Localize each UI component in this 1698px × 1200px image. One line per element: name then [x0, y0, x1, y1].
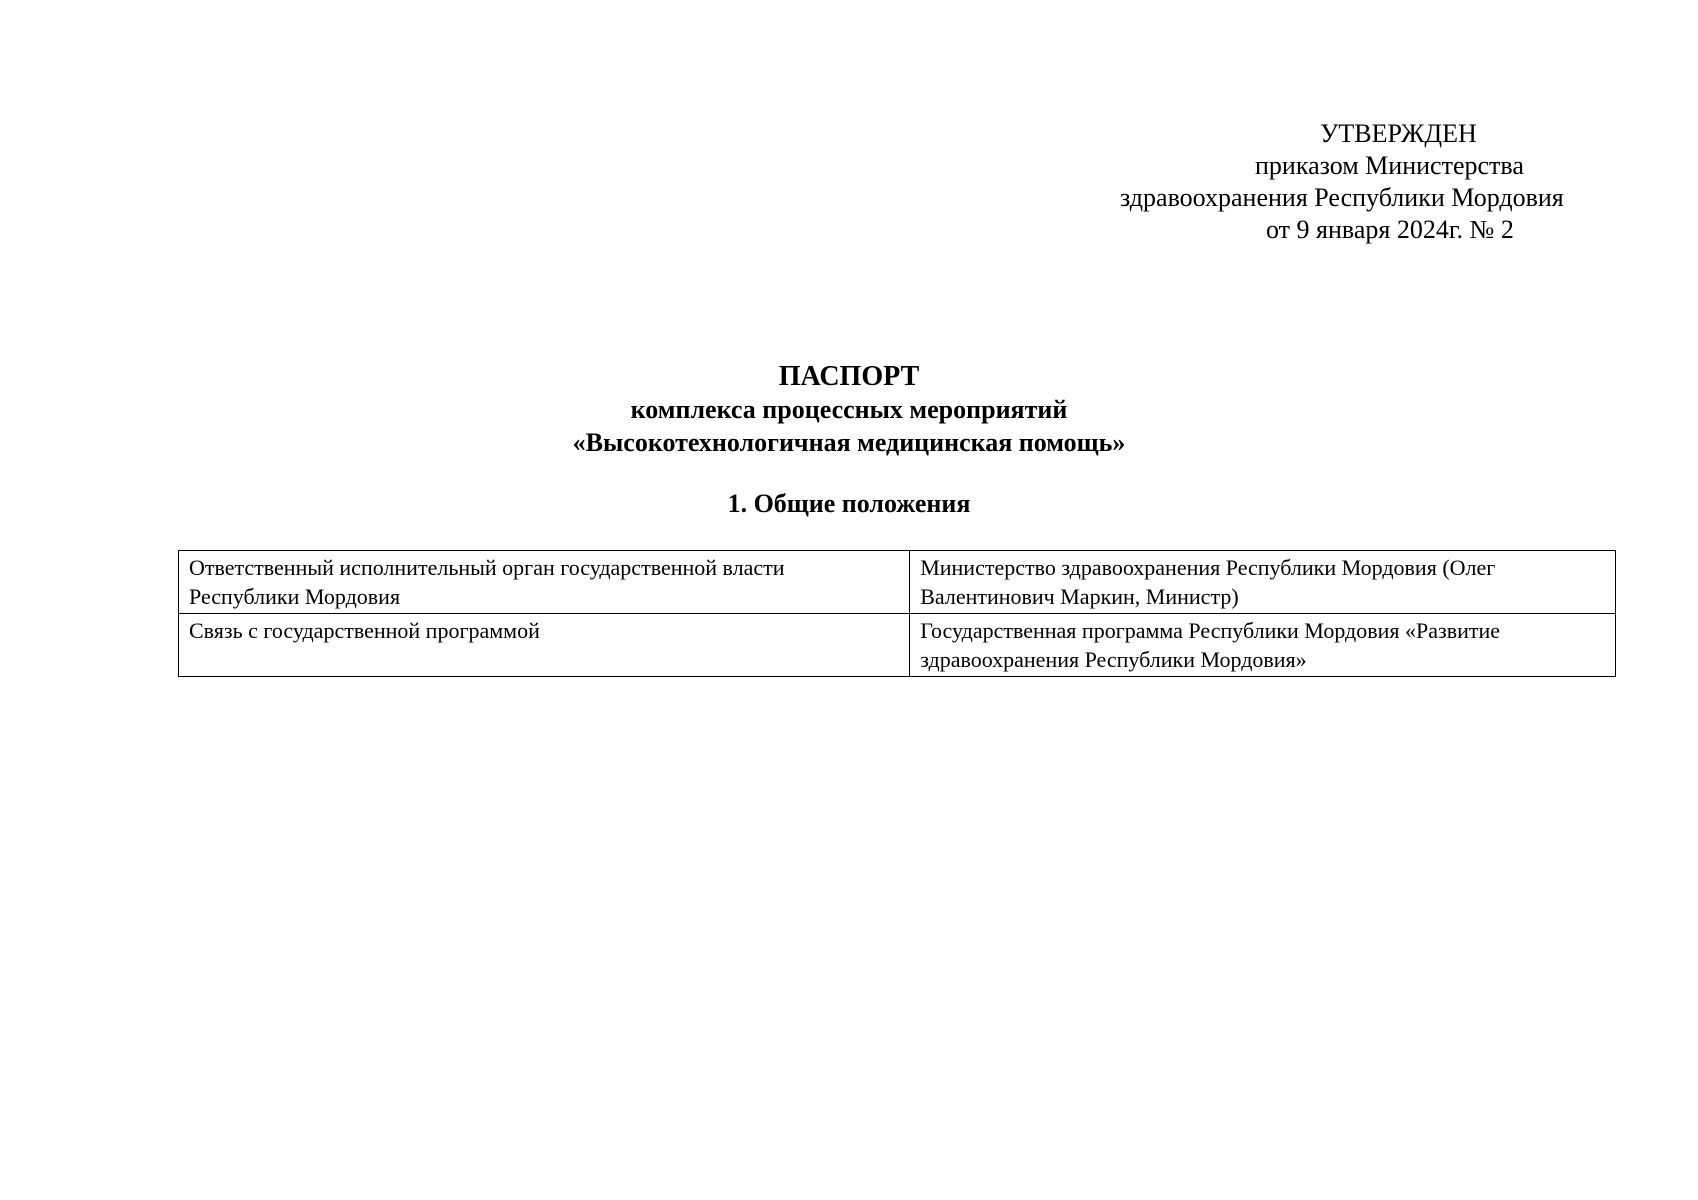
approval-line-date: от 9 января 2024г. № 2 [1266, 215, 1514, 244]
table-cell-label: Ответственный исполнительный орган государственной власти Республики Мордовия [179, 551, 910, 614]
table-cell-label: Связь с государственной программой [179, 614, 910, 677]
table-cell-value: Государственная программа Республики Мордовия «Развитие здравоохранения Республики Мордовия» [910, 614, 1616, 677]
section-title: 1. Общие положения [727, 489, 971, 518]
approval-line-ministry: здравоохранения Республики Мордовия [1120, 183, 1564, 212]
approval-stamp [1120, 118, 1620, 246]
document-title [0, 360, 1698, 459]
approval-line-approved: УТВЕРЖДЕН [1320, 119, 1477, 148]
table-cell-value: Министерство здравоохранения Республики Мордовия (Олег Валентинович Маркин, Министр) [910, 551, 1616, 614]
document-program-name: «Высокотехнологичная медицинская помощь» [572, 428, 1126, 457]
general-provisions-table [178, 550, 1616, 677]
table-row [179, 551, 1616, 614]
document-subtitle: комплекса процессных мероприятий [630, 395, 1068, 424]
approval-line-order: приказом Министерства [1255, 151, 1524, 180]
table-row [179, 614, 1616, 677]
document-heading: ПАСПОРТ [778, 361, 920, 392]
